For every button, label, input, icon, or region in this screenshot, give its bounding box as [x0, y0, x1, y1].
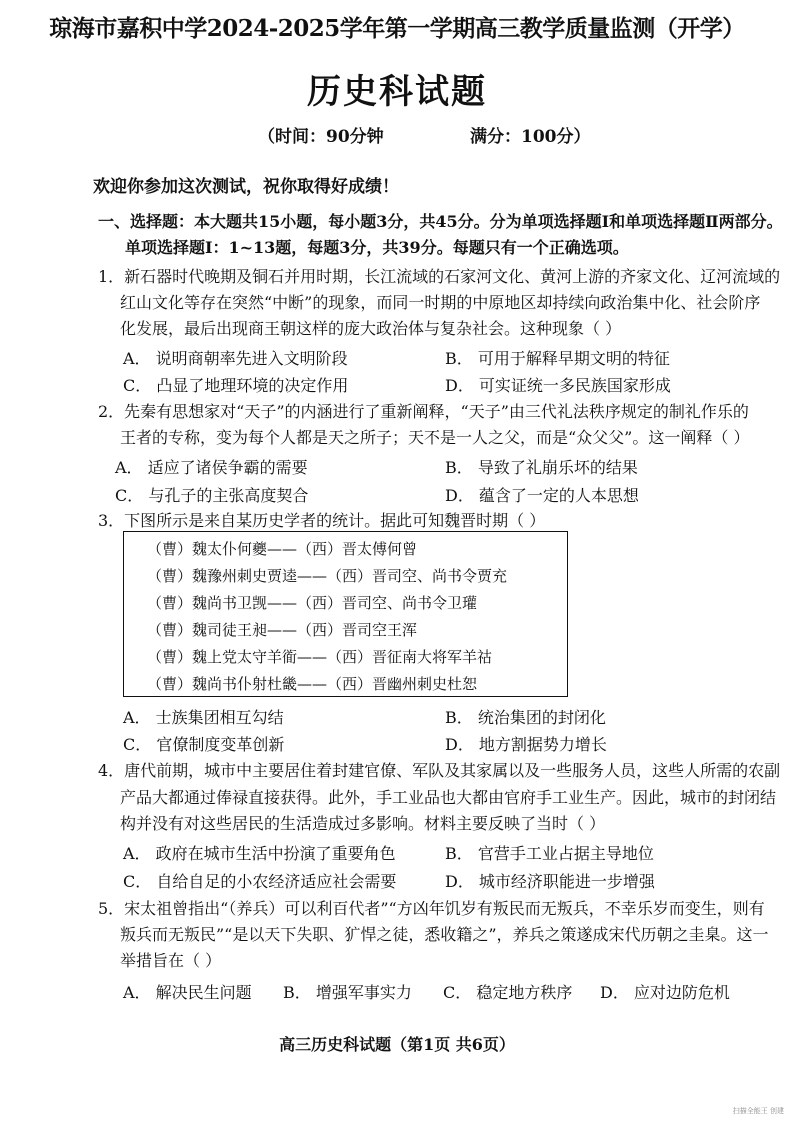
- question-text: 王者的专称，变为每个人都是天之所子；天不是一人之父，而是“众父父”。这一阐释（ ）: [120, 428, 750, 447]
- option-b[interactable]: B． 增强军事实力: [283, 983, 412, 1002]
- greeting: 欢迎你参加这次测试，祝你取得好成绩！: [93, 177, 399, 197]
- table-row: （曹）魏上党太守羊衜——（西）晋征南大将军羊祜: [147, 648, 493, 666]
- option-c[interactable]: C． 凸显了地理环境的决定作用: [123, 376, 349, 395]
- option-a[interactable]: A． 说明商朝率先进入文明阶段: [123, 349, 348, 368]
- option-b[interactable]: B． 官营手工业占据主导地位: [445, 844, 654, 863]
- option-c[interactable]: C． 自给自足的小农经济适应社会需要: [123, 872, 397, 891]
- question-text: 1．新石器时代晚期及铜石并用时期，长江流域的石家河文化、黄河上游的齐家文化、辽河流域的: [98, 267, 781, 286]
- section-subinstructions: 单项选择题Ⅰ：1~13题，每题3分，共39分。每题只有一个正确选项。: [125, 238, 629, 257]
- question-text: 化发展，最后出现商王朝这样的庞大政治体与复杂社会。这种现象（ ）: [120, 319, 622, 338]
- option-a[interactable]: A． 适应了诸侯争霸的需要: [115, 458, 308, 477]
- option-a[interactable]: A． 士族集团相互勾结: [123, 708, 284, 727]
- question-text: 4．唐代前期，城市中主要居住着封建官僚、军队及其家属以及一些服务人员，这些人所需的农副: [98, 761, 781, 780]
- exam-time: （时间：90分钟: [258, 127, 384, 147]
- option-d[interactable]: D． 地方割据势力增长: [445, 735, 607, 754]
- table-row: （曹）魏尚书仆射杜畿——（西）晋幽州刺史杜恕: [147, 675, 478, 693]
- subject-title: 历史科试题: [307, 72, 487, 112]
- option-b[interactable]: B． 导致了礼崩乐坏的结果: [445, 458, 638, 477]
- section-instructions: 一、选择题：本大题共15小题，每小题3分，共45分。分为单项选择题Ⅰ和单项选择题Ⅱ两部分。: [98, 212, 783, 231]
- exam-score: 满分：100分）: [470, 127, 591, 147]
- school-title: 琼海市嘉积中学2024-2025学年第一学期高三教学质量监测（开学）: [49, 15, 745, 42]
- question-text: 产品大都通过俸禄直接获得。此外，手工业品也大都由官府手工业生产。因此，城市的封闭结: [120, 788, 777, 807]
- option-d[interactable]: D． 城市经济职能进一步增强: [445, 872, 655, 891]
- option-c[interactable]: C． 官僚制度变革创新: [123, 735, 285, 754]
- option-c[interactable]: C． 稳定地方秩序: [443, 983, 573, 1002]
- question-text: 叛兵而无叛民”“是以天下失职、犷悍之徒，悉收籍之”，养兵之策遂成宋代历朝之圭臬。这一: [120, 925, 769, 944]
- option-d[interactable]: D． 蕴含了一定的人本思想: [445, 486, 639, 505]
- question-text: 3．下图所示是来自某历史学者的统计。据此可知魏晋时期（ ）: [98, 511, 546, 530]
- question-text: 2．先秦有思想家对“天子”的内涵进行了重新阐释，“天子”由三代礼法秩序规定的制礼作乐的: [98, 402, 749, 421]
- scanner-watermark: 扫描全能王 创建: [732, 1107, 784, 1115]
- table-row: （曹）魏豫州刺史贾逵——（西）晋司空、尚书令贾充: [147, 567, 508, 585]
- table-row: （曹）魏尚书卫觊——（西）晋司空、尚书令卫瓘: [147, 594, 478, 612]
- option-b[interactable]: B． 统治集团的封闭化: [445, 708, 606, 727]
- table-row: （曹）魏司徒王昶——（西）晋司空王浑: [147, 621, 418, 639]
- option-b[interactable]: B． 可用于解释早期文明的特征: [445, 349, 670, 368]
- option-d[interactable]: D． 可实证统一多民族国家形成: [445, 376, 671, 395]
- option-a[interactable]: A． 政府在城市生活中扮演了重要角色: [123, 844, 396, 863]
- option-c[interactable]: C． 与孔子的主张高度契合: [115, 486, 309, 505]
- question-text: 举措旨在（ ）: [120, 951, 222, 970]
- page-footer: 高三历史科试题（第1页 共6页）: [279, 1035, 515, 1054]
- question-text: 红山文化等存在突然“中断”的现象，而同一时期的中原地区却持续向政治集中化、社会阶序: [120, 293, 761, 312]
- option-d[interactable]: D． 应对边防危机: [600, 983, 730, 1002]
- table-row: （曹）魏太仆何夔——（西）晋太傅何曾: [147, 540, 418, 558]
- question-text: 5．宋太祖曾指出“（养兵）可以利百代者”“方凶年饥岁有叛民而无叛兵，不幸乐岁而变生，则有: [98, 899, 765, 918]
- option-a[interactable]: A． 解决民生问题: [123, 983, 252, 1002]
- question-text: 构并没有对这些居民的生活造成过多影响。材料主要反映了当时（ ）: [120, 814, 606, 833]
